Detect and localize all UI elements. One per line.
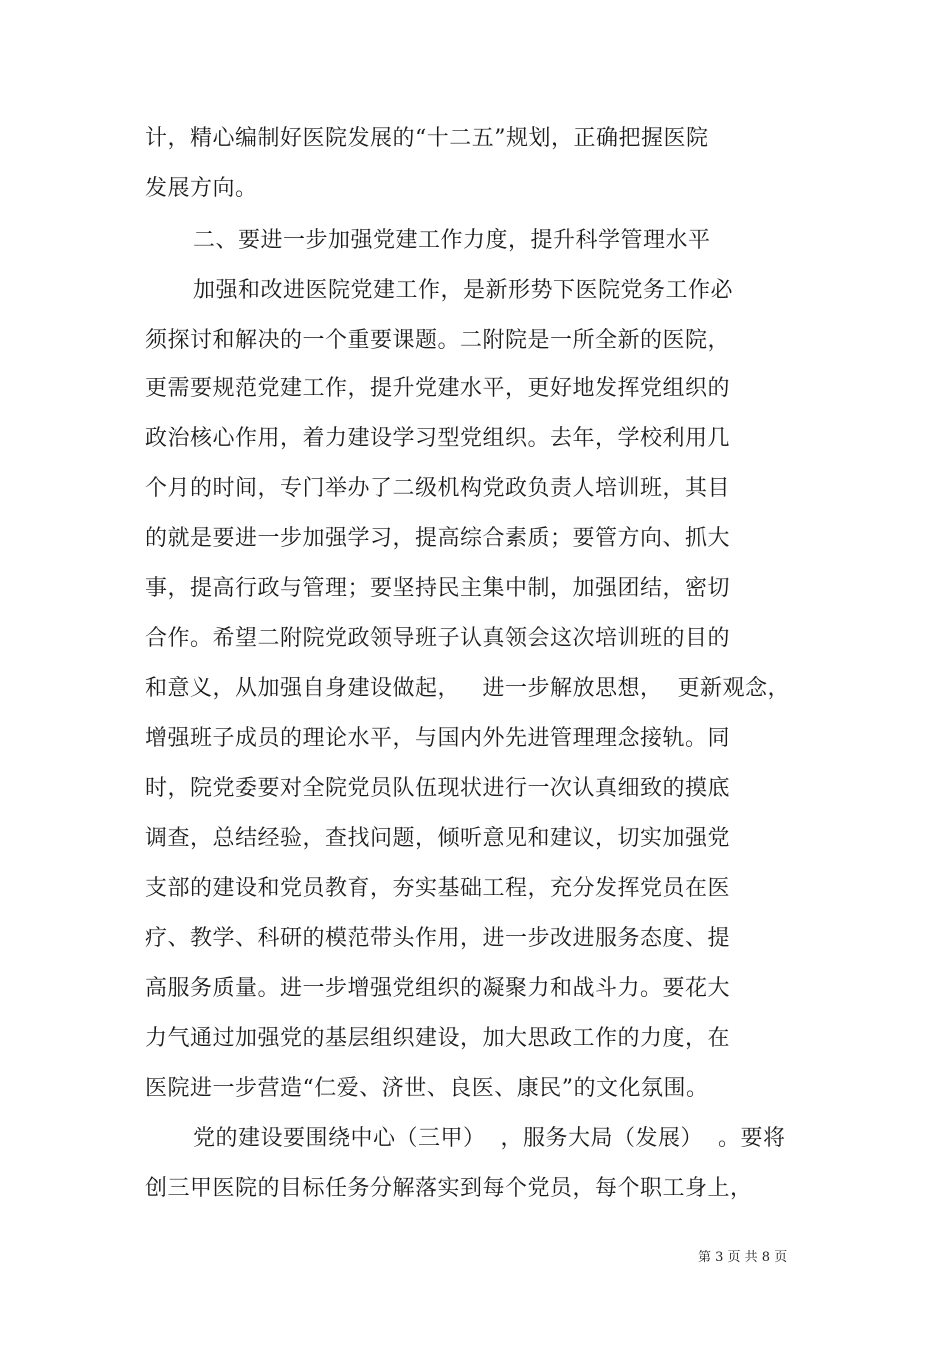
body-line-4: 加强和改进医院党建工作，是新形势下医院党务工作必 [193,278,734,303]
body-line-18: 高服务质量。进一步增强党组织的凝聚力和战斗力。要花大 [145,976,731,1001]
body-line-2: 发展方向。 [145,176,258,201]
body-line-5: 须探讨和解决的一个重要课题。二附院是一所全新的医院， [145,328,731,353]
body-line-17: 疗、教学、科研的模范带头作用，进一步改进服务态度、提 [145,926,731,951]
body-line-19: 力气通过加强党的基层组织建设，加大思政工作的力度，在 [145,1026,731,1051]
body-line-12: 和意义，从加强自身建设做起， 进一步解放思想， 更新观念， [145,676,790,701]
body-line-13: 增强班子成员的理论水平，与国内外先进管理理念接轨。同 [145,726,731,751]
body-line-22: 创三甲医院的目标任务分解落实到每个党员，每个职工身上， [145,1176,753,1201]
body-line-15: 调查，总结经验，查找问题，倾听意见和建议，切实加强党 [145,826,731,851]
body-line-6: 更需要规范党建工作，提升党建水平，更好地发挥党组织的 [145,376,731,401]
body-line-7: 政治核心作用，着力建设学习型党组织。去年，学校利用几 [145,426,731,451]
body-line-10: 事，提高行政与管理；要坚持民主集中制，加强团结，密切 [145,576,731,601]
body-line-9: 的就是要进一步加强学习，提高综合素质；要管方向、抓大 [145,526,731,551]
section-heading: 二、要进一步加强党建工作力度，提升科学管理水平 [193,228,711,253]
body-line-20: 医院进一步营造“仁爱、济世、良医、康民”的文化氛围。 [145,1076,709,1101]
body-line-1: 计，精心编制好医院发展的“十二五”规划，正确把握医院 [145,126,709,151]
body-line-21: 党的建设要围绕中心（三甲） ，服务大局（发展） 。要将 [193,1126,786,1151]
body-line-8: 个月的时间，专门举办了二级机构党政负责人培训班，其目 [145,476,731,501]
body-line-11: 合作。希望二附院党政领导班子认真领会这次培训班的目的 [145,626,731,651]
body-line-14: 时，院党委要对全院党员队伍现状进行一次认真细致的摸底 [145,776,731,801]
page-number-footer: 第 3 页 共 8 页 [698,1250,788,1265]
body-line-16: 支部的建设和党员教育，夯实基础工程，充分发挥党员在医 [145,876,731,901]
